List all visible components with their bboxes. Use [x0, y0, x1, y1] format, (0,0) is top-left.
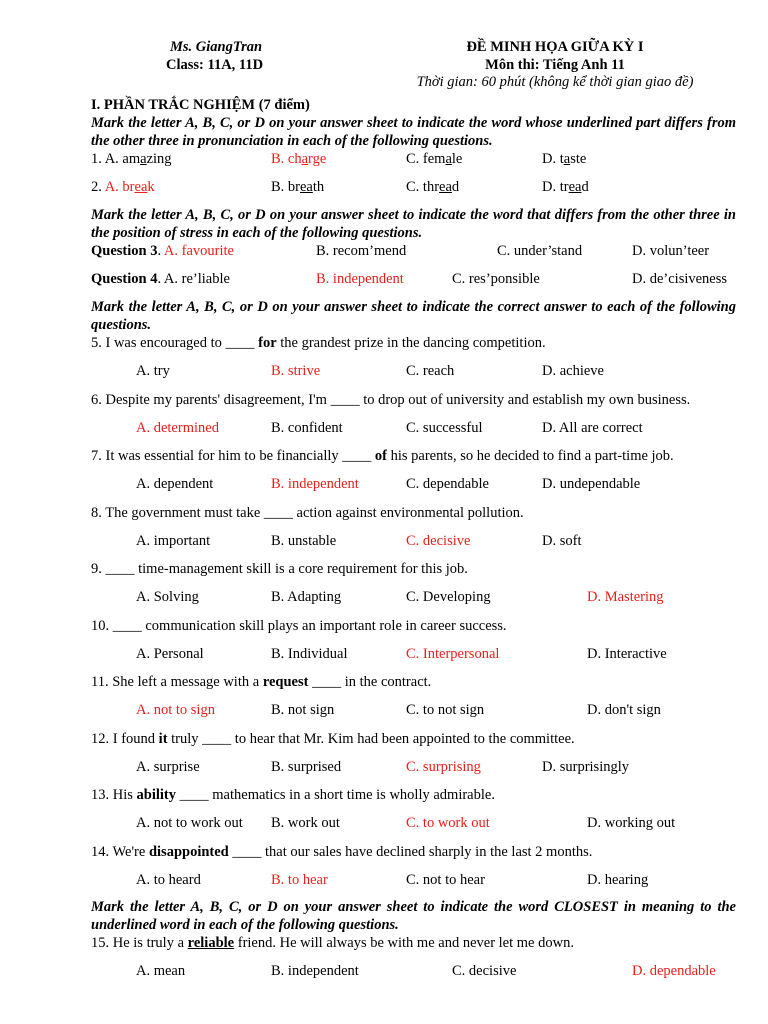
q5-option-c: C. reach — [406, 363, 455, 379]
q10-option-d: D. Interactive — [587, 646, 667, 662]
instruction-pronunciation: Mark the letter A, B, C, or D on your answer sheet to indicate the word whose underlined part differs from the other three in pronunciation in each of the following questions. — [91, 115, 736, 149]
q7-option-a: A. dependent — [136, 476, 214, 492]
exam-title: ĐỀ MINH HỌA GIỮA KỲ I — [466, 39, 644, 55]
q11-option-c: C. to not sign — [406, 702, 485, 718]
q4-option-c: C. res’ponsible — [452, 271, 540, 287]
q6-option-d: D. All are correct — [542, 420, 643, 436]
q4-option-b: B. independent — [316, 271, 404, 287]
question-7-stem: 7. It was essential for him to be financially ____ of his parents, so he decided to find a part-time job. — [91, 448, 674, 464]
q8-option-b: B. unstable — [271, 533, 337, 549]
q6-option-a: A. determined — [136, 420, 219, 436]
q5-option-a: A. try — [136, 363, 170, 379]
q11-option-a: A. not to sign — [136, 702, 215, 718]
instruction-correct-answer: Mark the letter A, B, C, or D on your answer sheet to indicate the correct answer to each of the following questions. — [91, 299, 736, 333]
question-2 — [91, 178, 155, 196]
q1-option-b: B. charge — [271, 151, 327, 167]
q2-option-b: B. breath — [271, 179, 325, 195]
option-a: A. favourite — [163, 243, 234, 259]
question-8-stem: 8. The government must take ____ action against environmental pollution. — [91, 505, 524, 521]
question-9-stem: 9. ____ time-management skill is a core requirement for this job. — [91, 561, 468, 577]
q8-option-c: C. decisive — [406, 533, 471, 549]
q1-option-d: D. taste — [542, 151, 587, 167]
q4-option-d: D. de’cisiveness — [632, 271, 728, 287]
question-3: Question 3. A. favourite — [91, 243, 234, 259]
option-a: A. amazing — [104, 151, 172, 167]
q10-option-a: A. Personal — [136, 646, 204, 662]
question-1 — [91, 150, 172, 168]
question-13-stem: 13. His ability ____ mathematics in a short time is wholly admirable. — [91, 787, 495, 803]
q13-option-a: A. not to work out — [136, 815, 243, 831]
question-number: 2. — [91, 179, 102, 195]
q13-option-b: B. work out — [271, 815, 340, 831]
q9-option-b: B. Adapting — [271, 589, 342, 605]
teacher-name: Ms. GiangTran — [170, 39, 263, 55]
q3-option-c: C. under’stand — [497, 243, 583, 259]
question-14-stem: 14. We're disappointed ____ that our sales have declined sharply in the last 2 months. — [91, 844, 593, 860]
q10-option-c: C. Interpersonal — [406, 646, 500, 662]
q9-option-c: C. Developing — [406, 589, 491, 605]
q12-option-a: A. surprise — [136, 759, 200, 775]
question-label: Question 4 — [91, 271, 158, 287]
q11-option-d: D. don't sign — [587, 702, 661, 718]
q7-option-b: B. independent — [271, 476, 359, 492]
exam-time: Thời gian: 60 phút (không kể thời gian giao đề) — [416, 74, 694, 90]
q11-option-b: B. not sign — [271, 702, 335, 718]
q7-option-d: D. undependable — [542, 476, 641, 492]
q13-option-d: D. working out — [587, 815, 676, 831]
question-number: 1. — [91, 151, 102, 167]
q6-option-b: B. confident — [271, 420, 343, 436]
q2-option-d: D. tread — [542, 179, 589, 195]
question-11-stem: 11. She left a message with a request ____ in the contract. — [91, 674, 432, 690]
instruction-stress: Mark the letter A, B, C, or D on your answer sheet to indicate the word that differs from the other three in the position of stress in each of the following questions. — [91, 207, 736, 241]
question-15-stem: 15. He is truly a reliable friend. He will always be with me and never let me down. — [91, 935, 574, 951]
exam-subject: Môn thi: Tiếng Anh 11 — [485, 57, 625, 73]
q7-option-c: C. dependable — [406, 476, 489, 492]
q6-option-c: C. successful — [406, 420, 483, 436]
q15-option-b: B. independent — [271, 963, 359, 979]
q13-option-c: C. to work out — [406, 815, 490, 831]
q12-option-b: B. surprised — [271, 759, 342, 775]
q15-option-d: D. dependable — [632, 963, 716, 979]
question-6-stem: 6. Despite my parents' disagreement, I'm ____ to drop out of university and establish my own business. — [91, 392, 691, 408]
q12-option-c: C. surprising — [406, 759, 481, 775]
q15-option-a: A. mean — [136, 963, 186, 979]
instruction-closest-meaning: Mark the letter A, B, C, or D on your answer sheet to indicate the word CLOSEST in meaning to the underlined word in each of the following questions. — [91, 899, 736, 933]
question-12-stem: 12. I found it truly ____ to hear that Mr. Kim had been appointed to the committee. — [91, 731, 575, 747]
q14-option-b: B. to hear — [271, 872, 328, 888]
q15-option-c: C. decisive — [452, 963, 517, 979]
question-10-stem: 10. ____ communication skill plays an important role in career success. — [91, 618, 507, 634]
q5-option-d: D. achieve — [542, 363, 604, 379]
q2-option-c: C. thread — [406, 179, 460, 195]
q12-option-d: D. surprisingly — [542, 759, 629, 775]
class-info: Class: 11A, 11D — [166, 57, 264, 73]
q8-option-d: D. soft — [542, 533, 582, 549]
option-a: A. re’liable — [163, 271, 230, 287]
question-4: Question 4. A. re’liable — [91, 271, 230, 287]
option-a: A. break — [104, 179, 155, 195]
q9-option-a: A. Solving — [136, 589, 199, 605]
q14-option-a: A. to heard — [136, 872, 201, 888]
question-label: Question 3 — [91, 243, 158, 259]
q10-option-b: B. Individual — [271, 646, 348, 662]
q9-option-d: D. Mastering — [587, 589, 664, 605]
q14-option-d: D. hearing — [587, 872, 649, 888]
question-5-stem: 5. I was encouraged to ____ for the grandest prize in the dancing competition. — [91, 335, 546, 351]
q5-option-b: B. strive — [271, 363, 321, 379]
section-title: I. PHẦN TRẮC NGHIỆM (7 điểm) — [91, 97, 310, 113]
q1-option-c: C. female — [406, 151, 463, 167]
q14-option-c: C. not to hear — [406, 872, 485, 888]
q8-option-a: A. important — [136, 533, 211, 549]
q3-option-d: D. volun’teer — [632, 243, 710, 259]
q3-option-b: B. recom’mend — [316, 243, 407, 259]
